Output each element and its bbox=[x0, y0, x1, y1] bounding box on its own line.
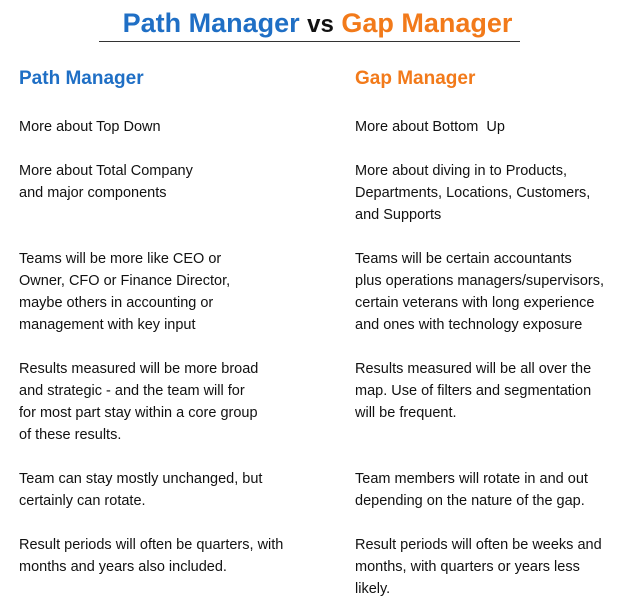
title-underline bbox=[99, 41, 520, 42]
path-results-measured: Results measured will be more broad and strategic - and the team will for for most part stay within a core group of these results. bbox=[19, 361, 259, 443]
path-top-down: More about Top Down bbox=[19, 119, 161, 135]
path-team-rotation: Team can stay mostly unchanged, but certainly can rotate. bbox=[19, 471, 263, 509]
path-manager-heading: Path Manager bbox=[19, 68, 144, 89]
gap-teams: Teams will be certain accountants plus operations managers/supervisors, certain veterans with long experience and ones with technology exposure bbox=[355, 251, 605, 333]
gap-result-periods: Result periods will often be weeks and months, with quarters or years less likely. bbox=[355, 537, 602, 597]
gap-diving-in: More about diving in to Products, Departments, Locations, Customers, and Supports bbox=[355, 163, 591, 223]
gap-team-rotation: Team members will rotate in and out depending on the nature of the gap. bbox=[355, 471, 588, 509]
gap-manager-column bbox=[355, 66, 633, 597]
title-path-manager: Path Manager bbox=[122, 8, 300, 38]
gap-manager-heading: Gap Manager bbox=[355, 68, 476, 89]
gap-results-measured: Results measured will be all over the map. Use of filters and segmentation will be frequent. bbox=[355, 361, 592, 421]
gap-bottom-up: More about Bottom Up bbox=[355, 119, 505, 135]
page-title bbox=[0, 6, 635, 42]
path-teams: Teams will be more like CEO or Owner, CFO or Finance Director, maybe others in accounting or management with key input bbox=[19, 251, 231, 333]
title-vs: vs bbox=[307, 11, 334, 38]
path-total-company: More about Total Company and major components bbox=[19, 163, 193, 201]
title-gap-manager: Gap Manager bbox=[341, 8, 513, 38]
path-result-periods: Result periods will often be quarters, with months and years also included. bbox=[19, 537, 284, 575]
path-manager-column bbox=[19, 66, 339, 575]
